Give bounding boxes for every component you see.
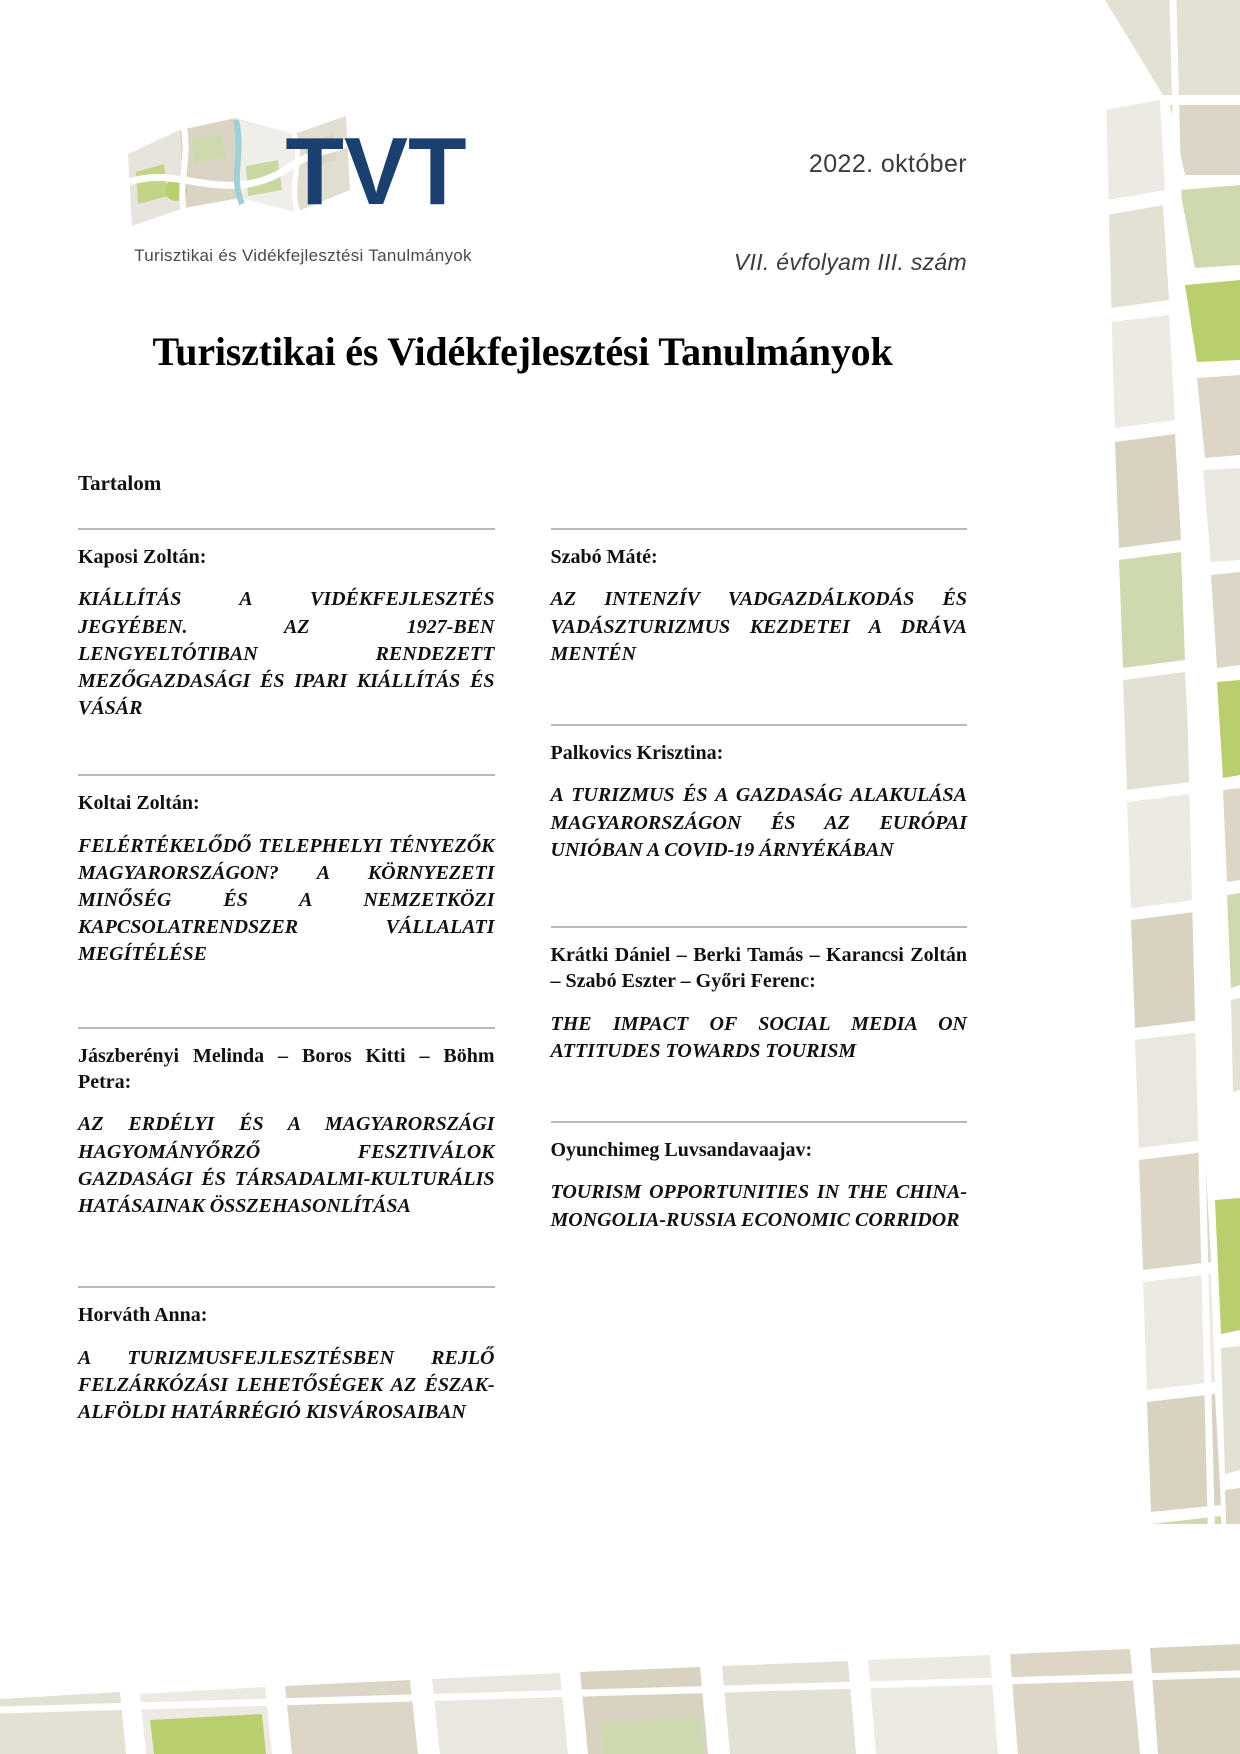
toc-entry[interactable] (551, 724, 968, 864)
logo-wordmark: TVT (285, 118, 467, 225)
toc-column-right (551, 528, 968, 1470)
page-header (0, 0, 1045, 300)
issue-date: 2022. október (808, 150, 967, 178)
toc-entry-title: A TURIZMUSFEJLESZTÉSBEN REJLŐ FELZÁRKÓZÁSI LEHETŐSÉGEK AZ ÉSZAK-ALFÖLDI HATÁRRÉGIÓ KISVÁROSAIBAN (78, 1346, 495, 1423)
toc-entry[interactable] (78, 528, 495, 722)
issue-info (734, 150, 967, 276)
toc-heading: Tartalom (78, 471, 162, 495)
toc-entry-title: FELÉRTÉKELŐDŐ TELEPHELYI TÉNYEZŐK MAGYARORSZÁGON? A KÖRNYEZETI MINŐSÉG ÉS A NEMZETKÖZI KAPCSOLATRENDSZER VÁLLALATI MEGÍTÉLÉSE (78, 834, 495, 966)
toc-entry[interactable] (551, 1121, 968, 1234)
toc-entry-title: KIÁLLÍTÁS A VIDÉKFEJLESZTÉS JEGYÉBEN. AZ 1927-BEN LENGYELTÓTIBAN RENDEZETT MEZŐGAZDASÁGI ÉS IPARI KIÁLLÍTÁS ÉS VÁSÁR (78, 588, 495, 720)
toc-entry[interactable] (78, 1027, 495, 1221)
toc-entry-authors: Krátki Dániel – Berki Tamás – Karancsi Zoltán – Szabó Eszter – Győri Ferenc: (550, 943, 967, 993)
toc-entry-authors: Horváth Anna: (78, 1304, 208, 1327)
toc-entry-authors: Palkovics Krisztina: (550, 741, 724, 764)
toc-entry-authors: Szabó Máté: (550, 546, 658, 568)
toc-entry-authors: Jászberényi Melinda – Boros Kitti – Böhm Petra: (78, 1044, 495, 1094)
toc-entry-authors: Oyunchimeg Luvsandavaajav: (550, 1139, 813, 1162)
tvt-map-logo-icon (118, 112, 488, 234)
toc-entry-authors: Kaposi Zoltán: (78, 546, 207, 568)
toc-entry-title: TOURISM OPPORTUNITIES IN THE CHINA-MONGOLIA-RUSSIA ECONOMIC CORRIDOR (550, 1181, 967, 1231)
decorative-map-pattern-right (1045, 0, 1240, 1754)
logo-artwork (118, 112, 488, 234)
toc-entry-title: THE IMPACT OF SOCIAL MEDIA ON ATTITUDES TOWARDS TOURISM (550, 1012, 967, 1062)
toc-entry-title: A TURIZMUS ÉS A GAZDASÁG ALAKULÁSA MAGYARORSZÁGON ÉS AZ EURÓPAI UNIÓBAN A COVID-19 ÁRNYÉKÁBAN (550, 784, 967, 861)
toc-entry-title: AZ INTENZÍV VADGAZDÁLKODÁS ÉS VADÁSZTURIZMUS KEZDETEI A DRÁVA MENTÉN (550, 588, 967, 665)
toc-entry-title: AZ ERDÉLYI ÉS A MAGYARORSZÁGI HAGYOMÁNYŐRZŐ FESZTIVÁLOK GAZDASÁGI ÉS TÁRSADALMI-KULTURÁLIS HATÁSAINAK ÖSSZEHASONLÍTÁSA (78, 1113, 495, 1217)
logo-caption: Turisztikai és Vidékfejlesztési Tanulmányok (134, 246, 472, 265)
toc-entry-authors: Koltai Zoltán: (78, 792, 200, 815)
table-of-contents (78, 528, 967, 1470)
toc-entry[interactable] (78, 774, 495, 968)
toc-column-left (78, 528, 495, 1470)
page-title: Turisztikai és Vidékfejlesztési Tanulmányok (152, 329, 893, 374)
toc-entry[interactable] (551, 926, 968, 1065)
issue-number: VII. évfolyam III. szám (733, 249, 967, 275)
toc-entry[interactable] (78, 1286, 495, 1426)
journal-logo (118, 112, 498, 266)
toc-entry[interactable] (551, 528, 968, 668)
